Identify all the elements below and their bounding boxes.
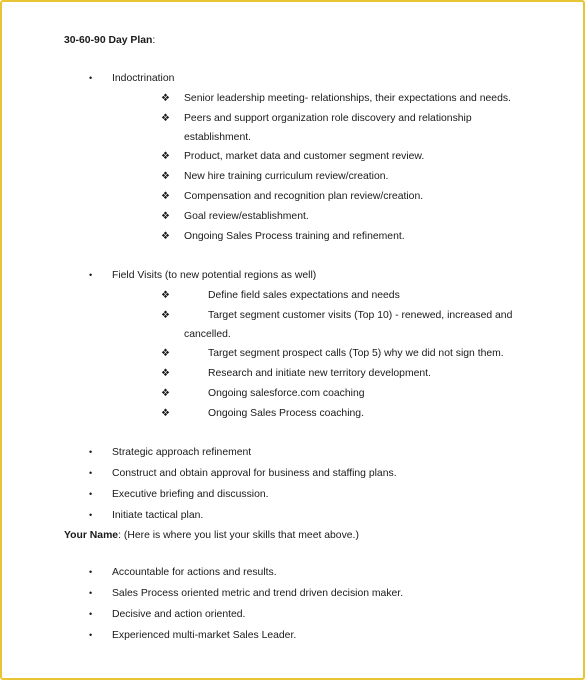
bullet-icon: •	[89, 468, 93, 478]
list-item: Construct and obtain approval for business and staffing plans.	[112, 468, 397, 479]
list-item: Compensation and recognition plan review/creation.	[184, 191, 424, 202]
diamond-bullet-icon: ❖	[161, 113, 170, 124]
list-item: Sales Process oriented metric and trend driven decision maker.	[112, 588, 404, 599]
list-item: Target segment prospect calls (Top 5) why we did not sign them.	[208, 348, 504, 359]
your-name-label: Your Name	[64, 530, 119, 541]
list-item: Target segment customer visits (Top 10) - renewed, increased and	[208, 310, 513, 321]
bullet-icon: •	[89, 447, 93, 457]
list-item: Senior leadership meeting- relationships, their expectations and needs.	[184, 93, 511, 104]
list-item: Decisive and action oriented.	[112, 609, 246, 620]
diamond-bullet-icon: ❖	[161, 231, 170, 242]
list-item-continuation: establishment.	[184, 132, 251, 143]
section-title-indoctrination: Indoctrination	[112, 73, 175, 84]
bullet-icon: •	[89, 567, 93, 577]
list-item-continuation: cancelled.	[184, 329, 231, 340]
list-item: New hire training curriculum review/creation.	[184, 171, 389, 182]
bullet-icon: •	[89, 510, 93, 520]
list-item: Research and initiate new territory development.	[208, 368, 431, 379]
your-name-note: : (Here is where you list your skills that meet above.)	[118, 530, 359, 541]
bullet-icon: •	[89, 588, 93, 598]
diamond-bullet-icon: ❖	[161, 388, 170, 399]
diamond-bullet-icon: ❖	[161, 151, 170, 162]
bullet-icon: •	[89, 73, 93, 83]
list-item: Goal review/establishment.	[184, 211, 309, 222]
list-item: Ongoing Sales Process coaching.	[208, 408, 364, 419]
plan-heading-suffix: :	[152, 35, 156, 46]
list-item: Accountable for actions and results.	[112, 567, 277, 578]
plan-heading	[64, 34, 155, 47]
list-item: Peers and support organization role discovery and relationship	[184, 113, 472, 124]
list-item: Initiate tactical plan.	[112, 510, 204, 521]
diamond-bullet-icon: ❖	[161, 93, 170, 104]
plan-heading-bold: 30-60-90 Day Plan	[64, 35, 153, 46]
bullet-icon: •	[89, 489, 93, 499]
bullet-icon: •	[89, 609, 93, 619]
diamond-bullet-icon: ❖	[161, 290, 170, 301]
diamond-bullet-icon: ❖	[161, 348, 170, 359]
list-item: Define field sales expectations and needs	[208, 290, 400, 301]
diamond-bullet-icon: ❖	[161, 310, 170, 321]
list-item: Ongoing Sales Process training and refinement.	[184, 231, 405, 242]
bullet-icon: •	[89, 630, 93, 640]
bullet-icon: •	[89, 270, 93, 280]
section-title-field-visits: Field Visits (to new potential regions as well)	[112, 270, 317, 281]
list-item: Experienced multi-market Sales Leader.	[112, 630, 297, 641]
diamond-bullet-icon: ❖	[161, 368, 170, 379]
list-item: Executive briefing and discussion.	[112, 489, 269, 500]
list-item: Ongoing salesforce.com coaching	[208, 388, 365, 399]
diamond-bullet-icon: ❖	[161, 191, 170, 202]
your-name-line	[64, 529, 359, 542]
diamond-bullet-icon: ❖	[161, 408, 170, 419]
list-item: Product, market data and customer segment review.	[184, 151, 425, 162]
diamond-bullet-icon: ❖	[161, 171, 170, 182]
diamond-bullet-icon: ❖	[161, 211, 170, 222]
list-item: Strategic approach refinement	[112, 447, 252, 458]
